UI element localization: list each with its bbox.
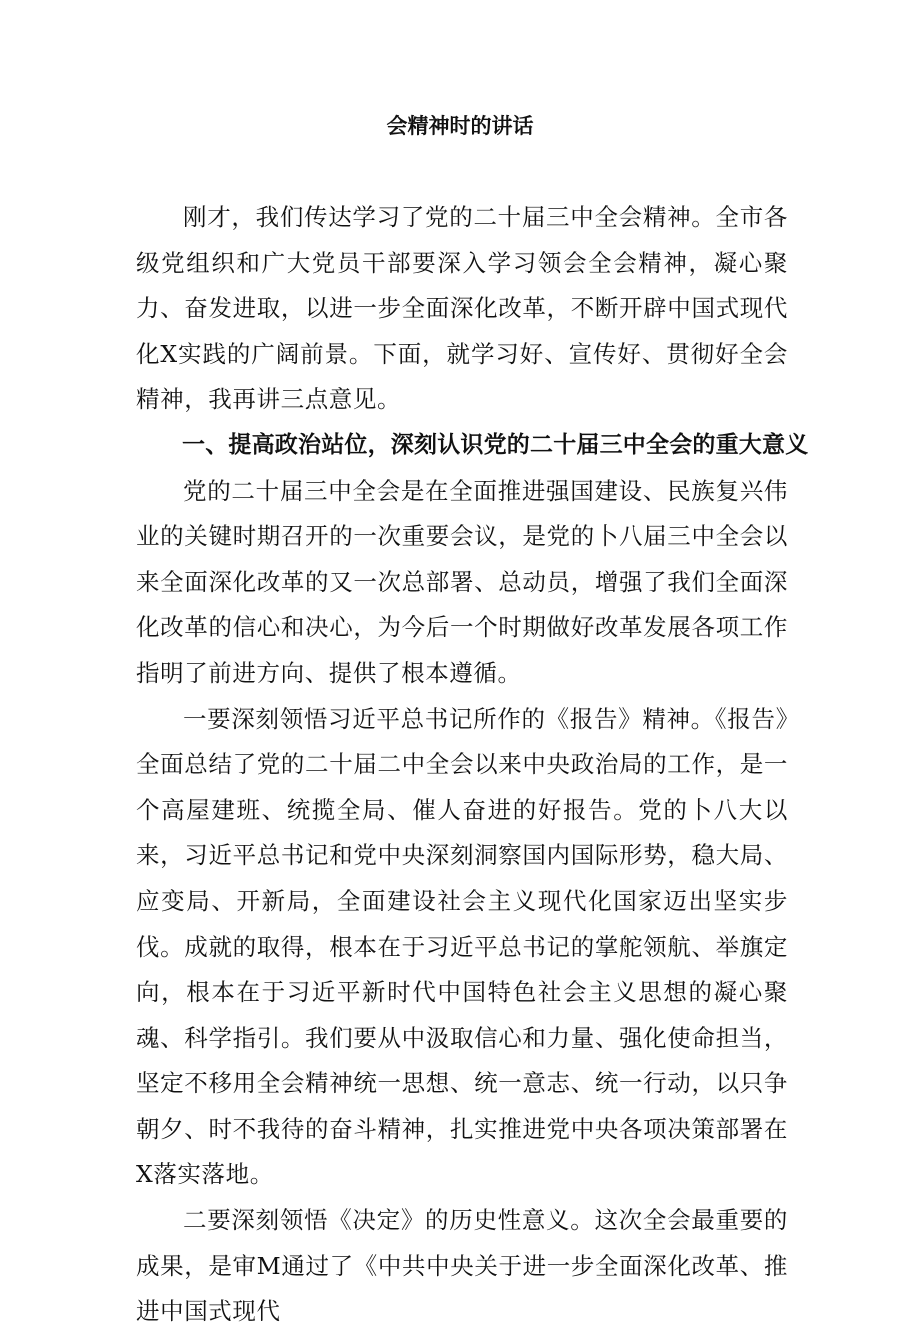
paragraph-significance: 党的二十届三中全会是在全面推进强国建设、民族复兴伟业的关键时期召开的一次重要会议，是党的卜八届三中全会以来全面深化改革的又一次总部署、总动员，增强了我们全面深化改革的信心和决心，为今后一个时期做好改革发展各项工作指明了前进方向、提供了根本遵循。 xyxy=(136,476,788,687)
paragraph-report: 一要深刻领悟习近平总书记所作的《报告》精神。《报告》全面总结了党的二十届二中全会以来中央政治局的工作，是一个高屋建班、统揽全局、催人奋进的好报告。党的卜八大以来，习近平总书记和党中央深刻洞察国内国际形势，稳大局、应变局、开新局，全面建设社会主义现代化国家迈出坚实步伐。成就的取得，根本在于习近平总书记的掌舵领航、举旗定向，根本在于习近平新时代中国特色社会主义思想的凝心聚魂、科学指引。我们要从中汲取信心和力量、强化使命担当，坚定不移用全会精神统一思想、统一意志、统一行动，以只争朝夕、时不我待的奋斗精神，扎实推进党中央各项决策部署在X落实落地。 xyxy=(136,704,788,1189)
document-title: 会精神时的讲话 xyxy=(386,114,534,138)
paragraph-intro: 刚才，我们传达学习了党的二十届三中全会精神。全市各级党组织和广大党员干部要深入学习领会全会精神，凝心聚力、奋发进取，以进一步全面深化改革，不断开辟中国式现代化X实践的广阔前景。下面，就学习好、宣传好、贯彻好全会精神，我再讲三点意见。 xyxy=(136,203,788,414)
paragraph-decision: 二要深刻领悟《决定》的历史性意义。这次全会最重要的成果，是审M通过了《中共中央关于进一步全面深化改革、推进中国式现代 xyxy=(136,1206,788,1326)
document-body xyxy=(136,195,809,1335)
section-heading-1: 一、提高政治站位，深刻认识党的二十届三中全会的重大意义 xyxy=(182,431,809,458)
